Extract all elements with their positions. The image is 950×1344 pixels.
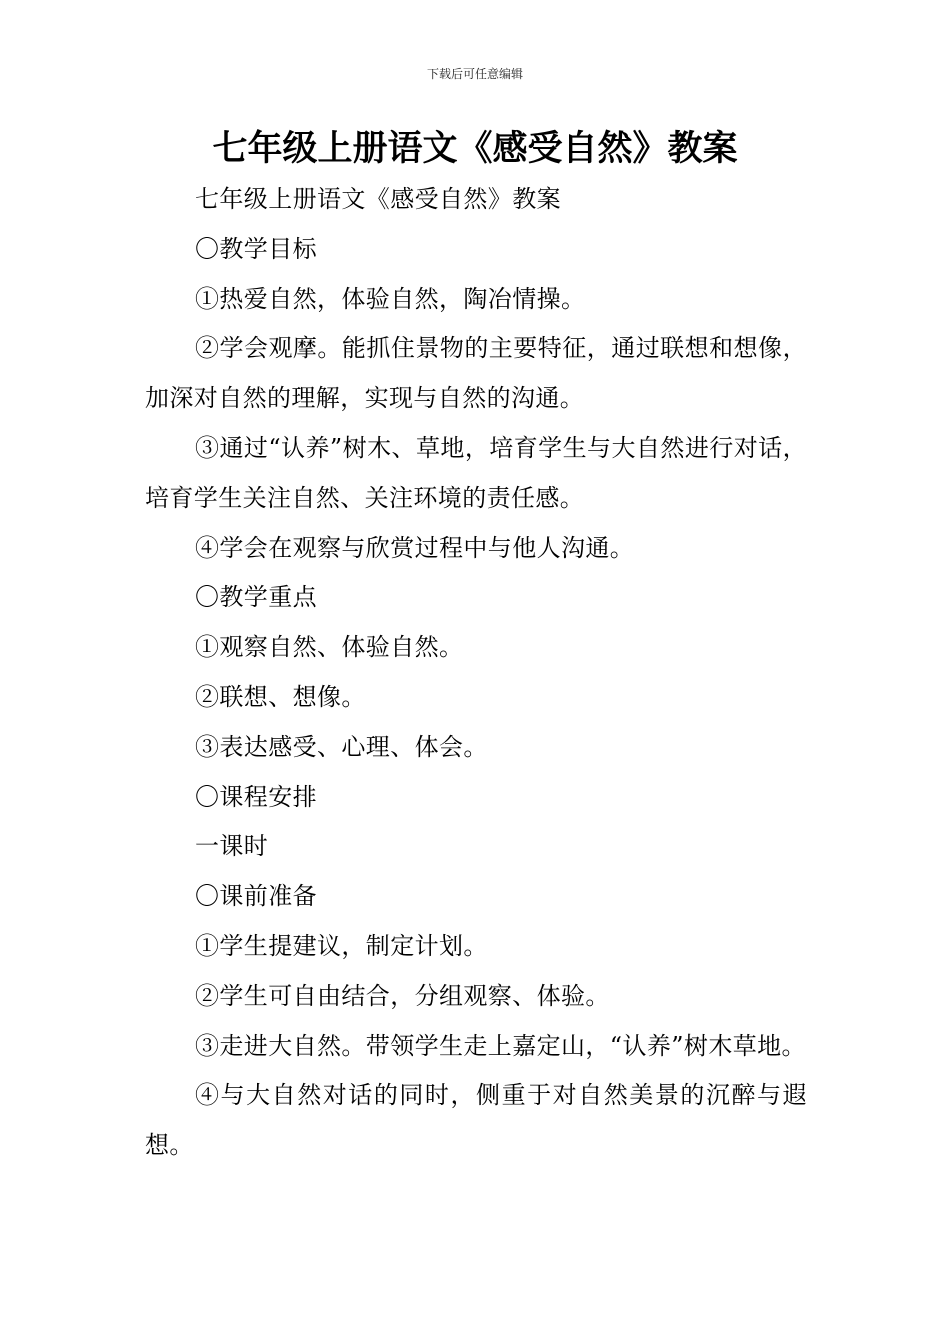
section-heading-schedule: 〇课程安排 bbox=[195, 782, 317, 811]
section-heading-goals: 〇教学目标 bbox=[195, 234, 317, 263]
paragraph: ②联想、想像。 bbox=[195, 682, 366, 711]
paragraph: ③表达感受、心理、体会。 bbox=[195, 732, 488, 761]
paragraph: ④与大自然对话的同时，侧重于对自然美景的沉醉与遐想。 bbox=[145, 1081, 807, 1160]
document-body bbox=[145, 175, 807, 1171]
paragraph: ②学生可自由结合，分组观察、体验。 bbox=[195, 981, 610, 1010]
paragraph-subtitle: 七年级上册语文《感受自然》教案 bbox=[195, 185, 561, 213]
section-heading-preparation: 〇课前准备 bbox=[195, 882, 317, 911]
section-heading-key-points: 〇教学重点 bbox=[195, 583, 317, 612]
paragraph: ①学生提建议，制定计划。 bbox=[195, 931, 488, 960]
header-note: 下载后可任意编辑 bbox=[426, 67, 523, 81]
paragraph: ①观察自然、体验自然。 bbox=[195, 633, 464, 662]
paragraph: ③通过“认养”树木、草地，培育学生与大自然进行对话，培育学生关注自然、关注环境的责任感。 bbox=[145, 433, 807, 512]
paragraph: ④学会在观察与欣赏过程中与他人沟通。 bbox=[195, 533, 635, 562]
paragraph: ②学会观摩。能抓住景物的主要特征，通过联想和想像，加深对自然的理解，实现与自然的沟通。 bbox=[145, 334, 807, 413]
paragraph: 一课时 bbox=[195, 832, 269, 861]
paragraph: ③走进大自然。带领学生走上嘉定山，“认养”树木草地。 bbox=[195, 1031, 806, 1060]
paragraph: ①热爱自然，体验自然，陶冶情操。 bbox=[195, 284, 586, 313]
document-title: 七年级上册语文《感受自然》教案 bbox=[212, 129, 738, 169]
